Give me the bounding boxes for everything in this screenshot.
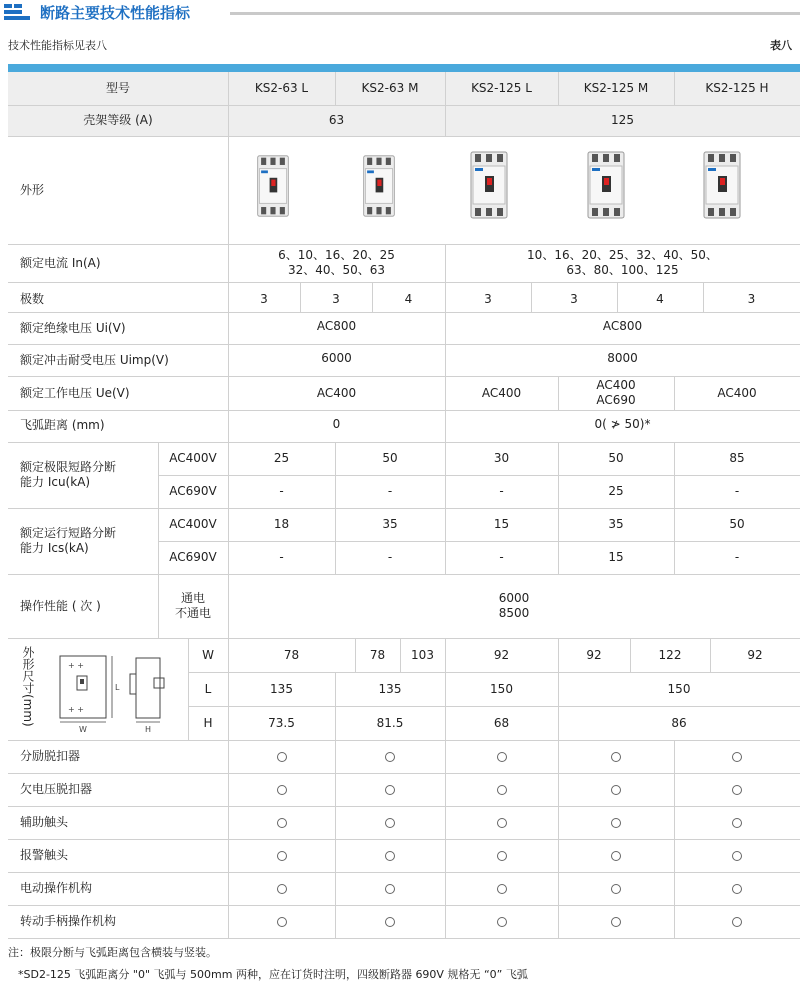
grid-line	[355, 638, 356, 672]
capacity-cell: 18	[273, 517, 290, 531]
available-circle-icon	[228, 740, 335, 773]
dim-l-label: L	[204, 681, 212, 696]
grid-line	[372, 282, 373, 312]
grid-line	[228, 574, 229, 638]
grid-line	[335, 72, 336, 105]
grid-line	[228, 410, 229, 442]
grid-line	[335, 672, 336, 740]
available-circle-icon	[445, 773, 558, 806]
page-title: 断路主要技术性能指标	[40, 4, 191, 22]
grid-line	[558, 740, 559, 938]
page-subtitle: 技术性能指标见表八	[8, 39, 107, 52]
capacity-cell: -	[499, 484, 504, 498]
ui-value-125: AC800	[602, 318, 643, 333]
accessory-label: 辅助触头	[20, 815, 69, 829]
w-cell: 92	[747, 647, 763, 662]
header-strip	[8, 64, 800, 72]
op-values: 6000 8500	[498, 591, 530, 620]
model-cell: KS2-63 L	[254, 81, 309, 95]
grid-line	[674, 376, 675, 410]
ics-voltage-690: AC690V	[169, 550, 217, 564]
h-cell: 73.5	[268, 715, 295, 730]
available-circle-icon	[674, 839, 800, 872]
grid-line	[674, 442, 675, 574]
uimp-value-125: 8000	[607, 350, 638, 365]
ue-value: AC400	[717, 385, 757, 400]
grid-line	[8, 282, 800, 283]
ui-value-63: AC800	[316, 318, 357, 333]
grid-line	[158, 475, 800, 476]
available-circle-icon	[335, 740, 445, 773]
grid-line	[400, 638, 401, 672]
model-cell: KS2-125 H	[705, 81, 769, 95]
grid-line	[8, 806, 800, 807]
rated-current-label: 额定电流 In(A)	[20, 255, 101, 270]
ics-voltage-400: AC400V	[169, 517, 217, 531]
grid-line	[703, 282, 704, 312]
spec-table	[8, 72, 800, 932]
op-modes: 通电 不通电	[174, 591, 211, 620]
grid-line	[228, 312, 229, 410]
capacity-cell: 25	[608, 484, 624, 498]
grid-line	[674, 740, 675, 938]
available-circle-icon	[674, 806, 800, 839]
circuit-breaker-image	[362, 154, 396, 218]
capacity-cell: 50	[729, 517, 745, 531]
capacity-cell: -	[279, 484, 284, 498]
accessory-label: 报警触头	[20, 848, 69, 862]
grid-line	[617, 282, 618, 312]
arc-value-63: 0	[332, 416, 341, 431]
poles-cell: 3	[332, 291, 340, 306]
available-circle-icon	[445, 806, 558, 839]
diagram-l-label: L	[115, 683, 120, 692]
grid-line	[300, 282, 301, 312]
grid-line	[8, 574, 800, 575]
poles-label: 极数	[20, 291, 45, 306]
grid-line	[8, 872, 800, 873]
grid-line	[188, 672, 800, 673]
w-cell: 92	[586, 647, 602, 662]
icu-voltage-400: AC400V	[169, 451, 217, 465]
rated-current-125: 10、16、20、25、32、40、50、 63、80、100、125	[527, 248, 718, 277]
note-2: *SD2-125 飞弧距离分 "0" 飞弧与 500mm 两种，应在订货时注明，四级断路器 690V 规格无 “0” 飞弧	[18, 968, 528, 981]
grid-line	[8, 105, 800, 106]
grid-line	[8, 839, 800, 840]
grid-line	[558, 72, 559, 105]
rated-current-63: 6、10、16、20、25 32、40、50、63	[278, 248, 395, 277]
grid-line	[158, 442, 159, 574]
grid-line	[710, 638, 711, 672]
uimp-value-63: 6000	[321, 350, 352, 365]
accessory-label: 分励脱扣器	[20, 749, 81, 763]
grid-line	[158, 574, 159, 638]
poles-cell: 3	[260, 291, 268, 306]
available-circle-icon	[445, 905, 558, 938]
model-label: 型号	[105, 81, 130, 95]
capacity-cell: 35	[382, 517, 398, 531]
grid-line	[445, 672, 446, 740]
grid-line	[445, 282, 446, 312]
capacity-cell: -	[499, 550, 504, 564]
available-circle-icon	[674, 872, 800, 905]
grid-line	[445, 638, 446, 672]
frame-value-125: 125	[611, 113, 634, 127]
ui-label: 额定绝缘电压 Ui(V)	[20, 320, 126, 335]
model-cell: KS2-125 M	[583, 81, 649, 95]
poles-cell: 3	[747, 291, 756, 306]
dim-label: 外形尺寸(mm)	[21, 646, 35, 727]
grid-line	[8, 344, 800, 345]
grid-line	[228, 244, 229, 282]
grid-line	[188, 706, 800, 707]
title-bar	[0, 0, 800, 26]
footnotes	[8, 942, 528, 986]
grid-line	[8, 740, 800, 741]
capacity-cell: -	[387, 484, 393, 498]
svg-text:+ +: + +	[68, 661, 84, 670]
brand-logo-icon	[4, 4, 30, 20]
grid-line	[8, 508, 800, 509]
capacity-cell: 50	[608, 451, 624, 465]
capacity-cell: -	[734, 550, 740, 564]
grid-line	[8, 938, 800, 939]
grid-line	[335, 740, 336, 938]
grid-line	[445, 442, 446, 574]
circuit-breaker-image	[256, 154, 290, 218]
available-circle-icon	[228, 773, 335, 806]
capacity-cell: 30	[493, 451, 510, 465]
circuit-breaker-image	[586, 150, 626, 220]
l-cell: 150	[490, 681, 513, 696]
grid-line	[228, 442, 229, 574]
available-circle-icon	[228, 905, 335, 938]
grid-line	[8, 376, 800, 377]
grid-line	[158, 541, 800, 542]
poles-cell: 4	[404, 291, 413, 306]
w-cell: 103	[411, 647, 434, 662]
model-cell: KS2-63 M	[361, 81, 419, 95]
grid-line	[558, 442, 559, 574]
grid-line	[8, 410, 800, 411]
appearance-label: 外形	[20, 182, 45, 197]
capacity-cell: -	[387, 550, 393, 564]
w-cell: 78	[283, 647, 300, 662]
grid-line	[8, 136, 800, 137]
available-circle-icon	[335, 806, 445, 839]
capacity-cell: 85	[729, 451, 745, 465]
grid-line	[8, 244, 800, 245]
op-label: 操作性能 ( 次 )	[20, 598, 101, 613]
grid-line	[335, 442, 336, 574]
available-circle-icon	[674, 905, 800, 938]
arc-value-125: 0( ≯ 50)*	[594, 416, 651, 431]
capacity-cell: 15	[608, 550, 624, 564]
ics-label: 额定运行短路分断 能力 Ics(kA)	[20, 526, 117, 555]
ue-value-multi: AC400 AC690	[596, 378, 636, 407]
icu-label: 额定极限短路分断 能力 Icu(kA)	[20, 460, 117, 489]
grid-line	[674, 72, 675, 105]
poles-cell: 3	[484, 291, 492, 306]
grid-line	[8, 638, 800, 639]
grid-line	[8, 905, 800, 906]
l-cell: 150	[667, 681, 691, 696]
grid-line	[558, 672, 559, 740]
available-circle-icon	[228, 872, 335, 905]
grid-line	[228, 282, 229, 312]
available-circle-icon	[558, 905, 674, 938]
frame-label: 壳架等级 (A)	[83, 113, 153, 127]
dim-h-label: H	[203, 715, 213, 730]
circuit-breaker-image	[469, 150, 509, 220]
available-circle-icon	[335, 839, 445, 872]
title-divider	[230, 12, 800, 15]
ue-value: AC400	[481, 385, 522, 400]
w-cell: 92	[493, 647, 510, 662]
poles-cell: 4	[656, 291, 664, 306]
grid-line	[445, 410, 446, 442]
available-circle-icon	[558, 806, 674, 839]
circuit-breaker-image	[702, 150, 742, 220]
w-cell: 78	[369, 647, 386, 662]
available-circle-icon	[445, 740, 558, 773]
ue-value: AC400	[316, 385, 357, 400]
grid-line	[445, 312, 446, 410]
icu-voltage-690: AC690V	[169, 484, 217, 498]
capacity-cell: -	[279, 550, 284, 564]
capacity-cell: 35	[608, 517, 624, 531]
available-circle-icon	[335, 905, 445, 938]
dim-w-label: W	[202, 647, 214, 662]
diagram-h-label: H	[145, 725, 152, 734]
available-circle-icon	[674, 740, 800, 773]
uimp-label: 额定冲击耐受电压 Uimp(V)	[20, 352, 169, 367]
available-circle-icon	[335, 773, 445, 806]
grid-line	[8, 773, 800, 774]
table-number: 表八	[770, 39, 792, 52]
capacity-cell: 50	[382, 451, 398, 465]
available-circle-icon	[558, 839, 674, 872]
grid-line	[558, 638, 559, 672]
h-cell: 81.5	[376, 715, 404, 730]
grid-line	[228, 740, 229, 938]
grid-line	[630, 638, 631, 672]
available-circle-icon	[558, 740, 674, 773]
grid-line	[228, 72, 229, 136]
grid-line	[445, 72, 446, 136]
accessory-label: 欠电压脱扣器	[20, 782, 93, 796]
available-circle-icon	[558, 872, 674, 905]
grid-line	[228, 136, 229, 244]
l-cell: 135	[378, 681, 402, 696]
grid-line	[228, 638, 229, 740]
capacity-cell: 15	[493, 517, 510, 531]
frame-value-63: 63	[328, 113, 345, 127]
ue-label: 额定工作电压 Ue(V)	[20, 385, 130, 400]
available-circle-icon	[558, 773, 674, 806]
h-cell: 86	[671, 715, 687, 730]
grid-line	[445, 244, 446, 282]
diagram-w-label: W	[79, 725, 87, 734]
grid-line	[531, 282, 532, 312]
capacity-cell: -	[734, 484, 740, 498]
available-circle-icon	[228, 806, 335, 839]
available-circle-icon	[674, 773, 800, 806]
grid-line	[558, 376, 559, 410]
available-circle-icon	[445, 872, 558, 905]
w-cell: 122	[658, 647, 682, 662]
accessory-label: 转动手柄操作机构	[20, 914, 117, 928]
grid-line	[8, 312, 800, 313]
arc-label: 飞弧距离 (mm)	[20, 417, 105, 432]
h-cell: 68	[493, 715, 510, 730]
available-circle-icon	[335, 872, 445, 905]
svg-text:+ +: + +	[68, 705, 84, 714]
grid-line	[188, 638, 189, 740]
note-1: 注：极限分断与飞弧距离包含横装与竖装。	[8, 946, 217, 959]
available-circle-icon	[228, 839, 335, 872]
available-circle-icon	[445, 839, 558, 872]
grid-line	[8, 442, 800, 443]
model-cell: KS2-125 L	[471, 81, 532, 95]
dimension-diagram	[52, 648, 186, 734]
capacity-cell: 25	[273, 451, 290, 465]
l-cell: 135	[270, 681, 293, 696]
accessory-label: 电动操作机构	[20, 881, 93, 895]
poles-cell: 3	[570, 291, 578, 306]
grid-line	[445, 740, 446, 938]
